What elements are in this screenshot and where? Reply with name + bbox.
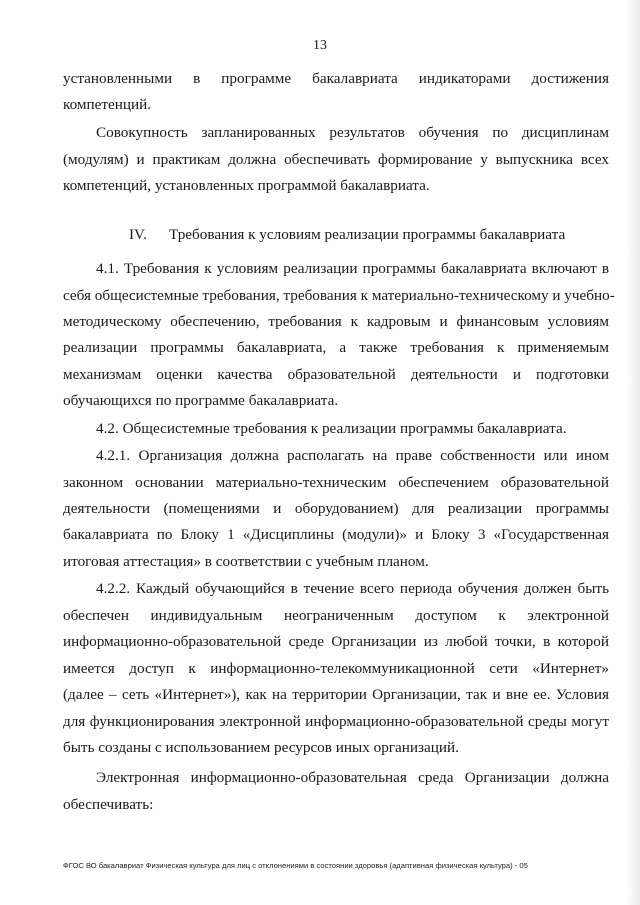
text-line: Электронная информационно-образовательная среда Организации должна — [96, 769, 609, 786]
page-edge-shadow — [626, 0, 640, 905]
text-line: реализации программы бакалавриата, а также требования к применяемым — [63, 339, 609, 356]
section-number: IV. — [129, 226, 147, 243]
text-line: 4.1. Требования к условиям реализации программы бакалавриата включают в — [96, 260, 609, 277]
text-line: Совокупность запланированных результатов обучения по дисциплинам — [96, 124, 609, 141]
text-line: законном основании материально-техническим обеспечением образовательной — [63, 474, 609, 491]
text-line: себя общесистемные требования, требования к материально-техническому и учебно- — [63, 287, 615, 304]
text-line: итоговая аттестация» в соответствии с учебным планом. — [63, 553, 429, 570]
text-line: для функционирования электронной информационно-образовательной среды могут — [63, 713, 609, 730]
text-line: 4.2.2. Каждый обучающийся в течение всего периода обучения должен быть — [96, 580, 609, 597]
page-footer: ФГОС ВО бакалавриат Физическая культура для лиц с отклонениями в состоянии здоровья (адаптивная физическая культура) - 05 — [63, 861, 528, 870]
text-line: методическому обеспечению, требования к кадровым и финансовым условиям — [63, 313, 609, 330]
section-heading — [129, 226, 609, 244]
text-line: имеется доступ к информационно-телекоммуникационной сети «Интернет» — [63, 660, 609, 677]
text-line: (модулям) и практикам должна обеспечивать формирование у выпускника всех — [63, 151, 609, 168]
text-line: механизмам оценки качества образовательной деятельности и подготовки — [63, 366, 609, 383]
text-line: деятельности (помещениями и оборудованием) для реализации программы — [63, 500, 609, 517]
text-line: обучающихся по программе бакалавриата. — [63, 392, 339, 409]
text-line: установленными в программе бакалавриата индикаторами достижения — [63, 70, 609, 87]
text-line: бакалавриата по Блоку 1 «Дисциплины (модули)» и Блоку 3 «Государственная — [63, 526, 609, 543]
text-line: быть созданы с использованием ресурсов иных организаций. — [63, 739, 459, 756]
text-line: обеспечен индивидуальным неограниченным доступом к электронной — [63, 607, 609, 624]
text-line: 4.2. Общесистемные требования к реализации программы бакалавриата. — [96, 420, 567, 437]
text-line: (далее – сеть «Интернет»), как на территории Организации, так и вне ее. Условия — [63, 686, 609, 703]
text-line: компетенций. — [63, 96, 152, 113]
text-line: обеспечивать: — [63, 796, 154, 813]
text-line: компетенций, установленных программой бакалавриата. — [63, 177, 430, 194]
page-number: 13 — [313, 38, 327, 53]
section-title: Требования к условиям реализации программы бакалавриата — [169, 226, 566, 243]
text-line: 4.2.1. Организация должна располагать на праве собственности или ином — [96, 447, 609, 464]
text-line: информационно-образовательной среде Организации из любой точки, в которой — [63, 633, 609, 650]
